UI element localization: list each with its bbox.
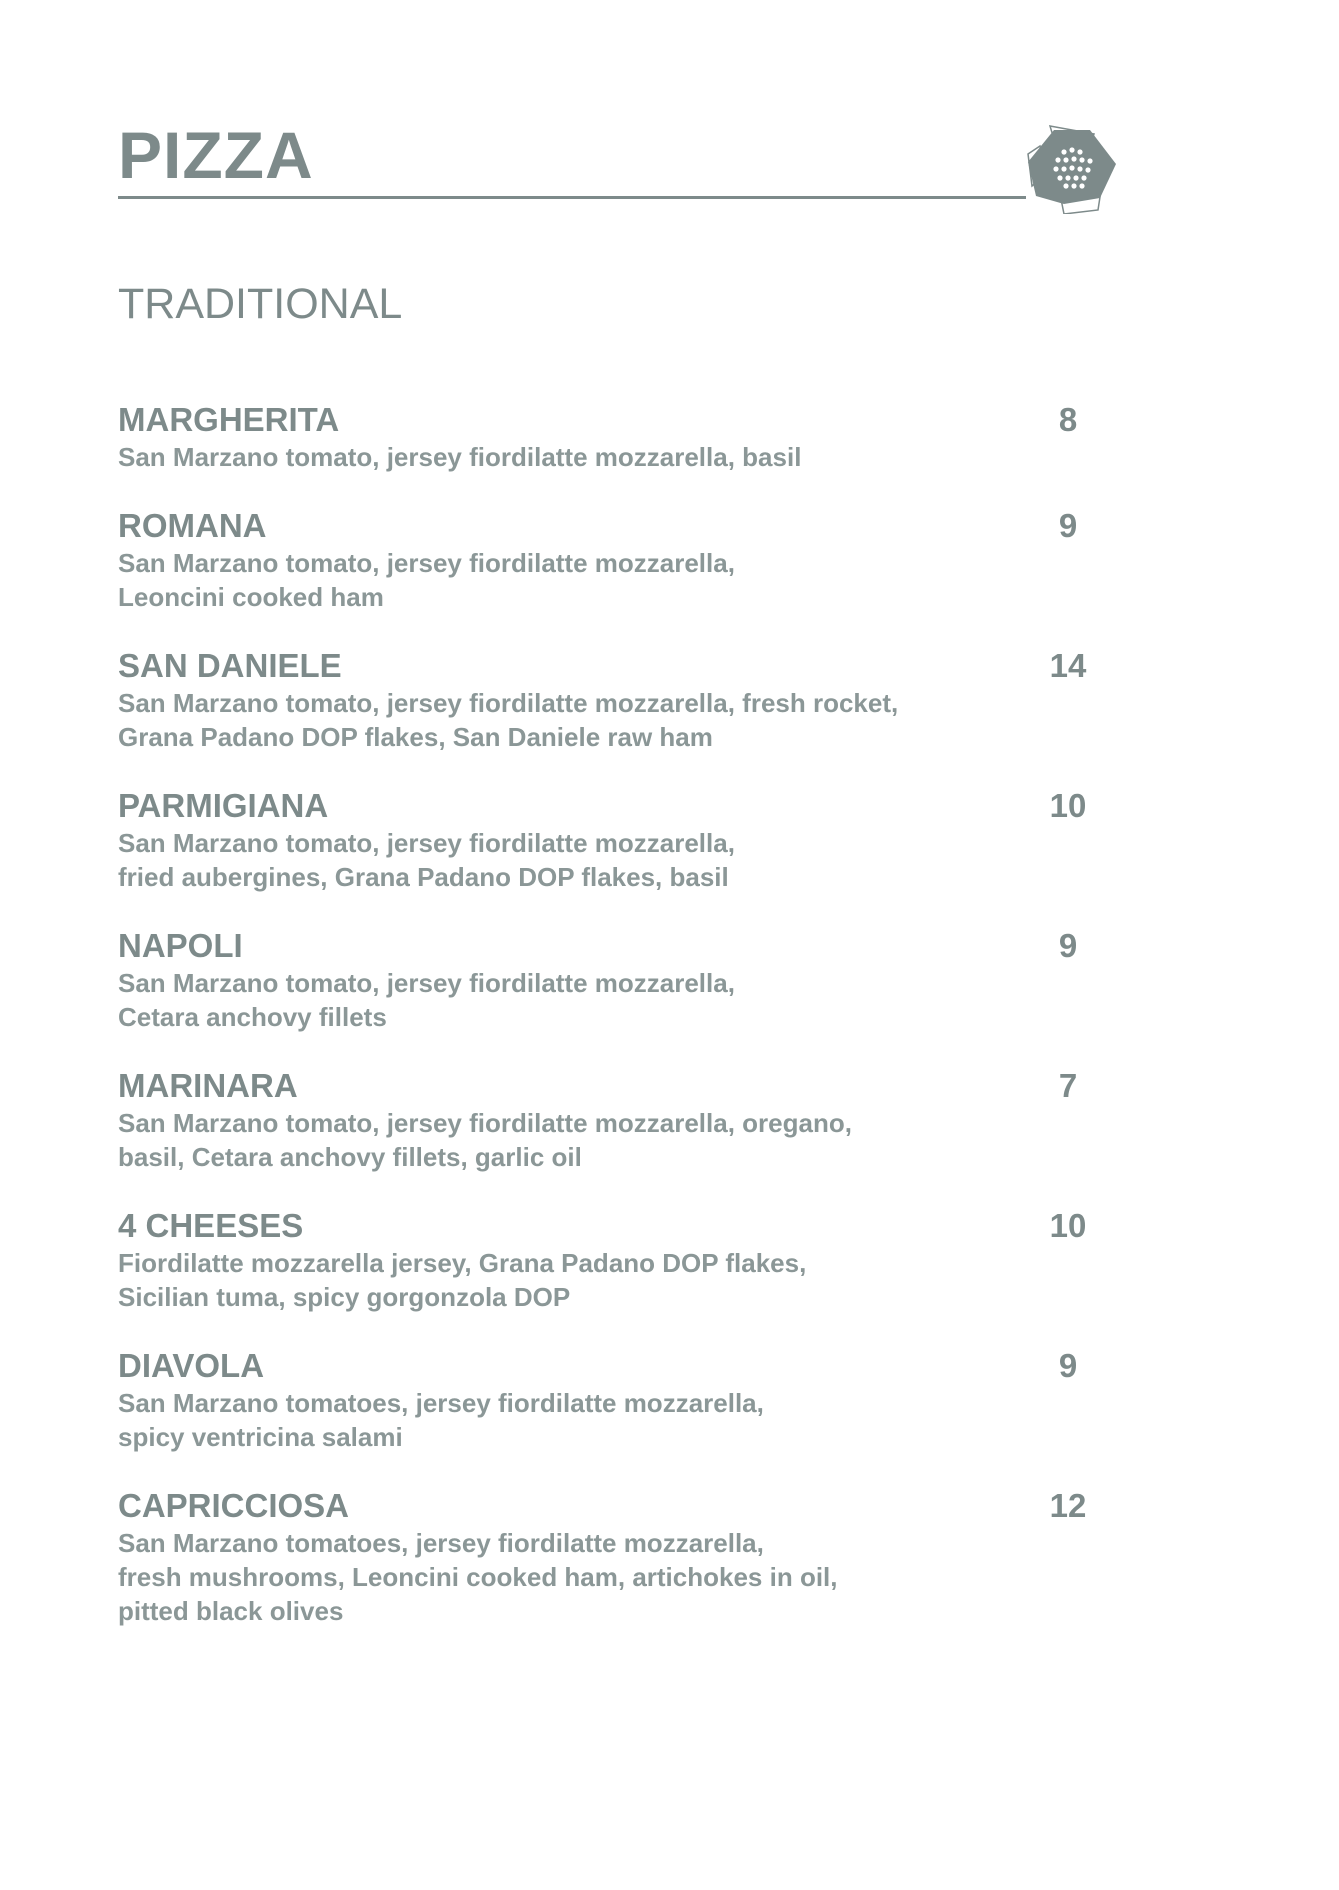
menu-item-marinara [118,1066,1118,1174]
item-name: PARMIGIANA [118,787,329,824]
pizza-logo-icon [1020,124,1120,214]
item-name: 4 CHEESES [118,1207,304,1244]
item-name: NAPOLI [118,927,243,964]
menu-item-romana [118,506,1118,614]
item-description: San Marzano tomato, jersey fiordilatte mozzarella, oregano, basil, Cetara anchovy fillets, garlic oil [118,1108,852,1172]
item-name: ROMANA [118,507,267,544]
item-price: 9 [1058,1347,1078,1384]
item-price: 8 [1058,401,1078,438]
item-name: MARGHERITA [118,401,340,438]
item-description: San Marzano tomatoes, jersey fiordilatte mozzarella, fresh mushrooms, Leoncini cooked ham, artichokes in oil, pitted black olives [118,1528,838,1626]
item-price: 9 [1058,507,1078,544]
item-price: 10 [1049,1207,1087,1244]
menu-item-parmigiana [118,786,1118,894]
item-price: 10 [1049,787,1087,824]
item-price: 7 [1058,1067,1078,1104]
menu-item-capricciosa [118,1486,1118,1628]
menu-item-4-cheeses [118,1206,1118,1314]
menu-item-napoli [118,926,1118,1034]
item-description: San Marzano tomato, jersey fiordilatte mozzarella, Leoncini cooked ham [118,548,735,612]
item-name: SAN DANIELE [118,647,342,684]
item-price: 12 [1049,1487,1087,1524]
menu-item-diavola [118,1346,1118,1454]
page-title: PIZZA [118,118,314,192]
item-name: MARINARA [118,1067,298,1104]
item-description: San Marzano tomatoes, jersey fiordilatte mozzarella, spicy ventricina salami [118,1388,764,1452]
item-description: San Marzano tomato, jersey fiordilatte mozzarella, fried aubergines, Grana Padano DOP flakes, basil [118,828,735,892]
title-divider [118,196,1026,199]
item-price: 9 [1058,927,1078,964]
menu-item-san-daniele [118,646,1118,754]
item-description: San Marzano tomato, jersey fiordilatte mozzarella, fresh rocket, Grana Padano DOP flakes, San Daniele raw ham [118,688,899,752]
item-price: 14 [1049,647,1087,684]
menu-list [118,400,1118,1660]
section-title: TRADITIONAL [118,280,403,328]
item-name: DIAVOLA [118,1347,265,1384]
item-description: San Marzano tomato, jersey fiordilatte mozzarella, Cetara anchovy fillets [118,968,735,1032]
menu-item-margherita [118,400,1118,474]
item-description: San Marzano tomato, jersey fiordilatte mozzarella, basil [118,442,802,472]
item-name: CAPRICCIOSA [118,1487,350,1524]
item-description: Fiordilatte mozzarella jersey, Grana Padano DOP flakes, Sicilian tuma, spicy gorgonzola DOP [118,1248,807,1312]
